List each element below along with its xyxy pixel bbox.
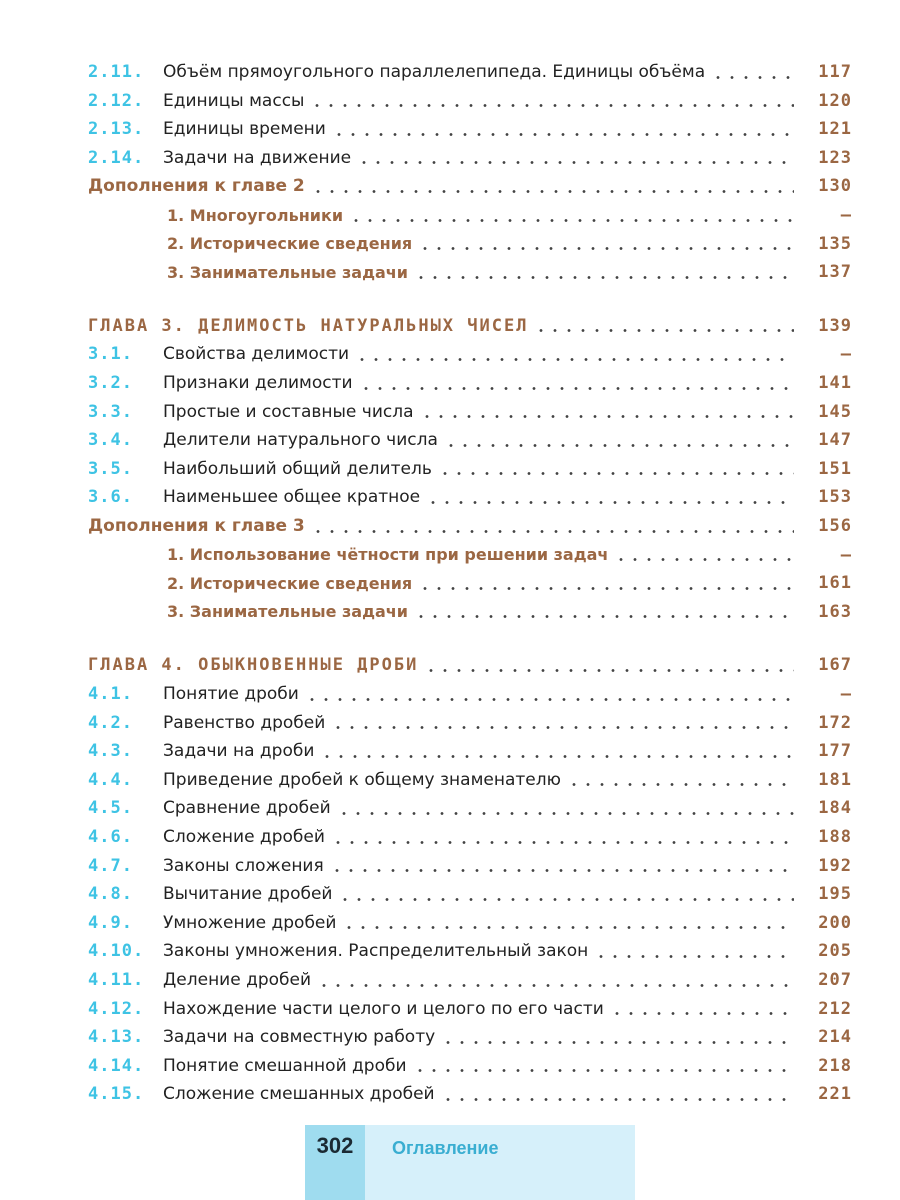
toc-section-row	[0, 1080, 900, 1108]
entry-title: 2. Исторические сведения	[167, 573, 413, 593]
entry-page-number: —	[840, 544, 852, 565]
toc-chapter-row	[0, 651, 900, 679]
toc-entry-line	[163, 995, 852, 1023]
dot-leader	[331, 841, 794, 844]
toc-entry-line	[163, 340, 852, 368]
entry-page-number: 161	[818, 573, 852, 594]
entry-page-number: —	[840, 684, 852, 704]
entry-title: Простые и составные числа	[163, 401, 414, 422]
entry-page-number: 137	[818, 262, 852, 283]
entry-page-number: 147	[818, 430, 852, 451]
toc-section-row	[0, 398, 900, 426]
section-number: 4.6.	[88, 827, 133, 847]
toc-section-row	[0, 369, 900, 397]
entry-page-number: 221	[818, 1084, 852, 1105]
section-number: 4.15.	[88, 1084, 145, 1105]
toc-entry-line	[163, 937, 852, 965]
section-number: 3.5.	[88, 458, 133, 479]
dot-leader	[338, 898, 794, 901]
entry-title: 1. Многоугольники	[167, 205, 344, 225]
section-number: 3.1.	[88, 344, 133, 365]
entry-title: Сравнение дробей	[163, 798, 331, 819]
toc-entry-line	[167, 598, 852, 626]
dot-leader	[332, 133, 794, 136]
toc-section-row	[0, 87, 900, 115]
dot-leader	[349, 219, 794, 222]
entry-title: 3. Занимательные задачи	[167, 262, 408, 282]
dot-leader	[355, 358, 794, 361]
dot-leader	[305, 698, 794, 701]
dot-leader	[413, 1069, 794, 1072]
toc-entry-line	[163, 966, 852, 994]
section-number: 4.5.	[88, 798, 133, 819]
dot-leader	[330, 869, 794, 872]
entry-page-number: 207	[818, 970, 852, 990]
section-number: 2.11.	[88, 62, 145, 82]
toc-supplement-item-row	[0, 598, 900, 626]
toc-supplement-item-row	[0, 569, 900, 597]
section-number: 4.12.	[88, 998, 145, 1019]
entry-page-number: 117	[818, 62, 852, 82]
toc-supplement-item-row	[0, 541, 900, 569]
entry-title: Делители натурального числа	[163, 430, 438, 451]
toc-section-row	[0, 483, 900, 511]
toc-entry-line	[163, 794, 852, 822]
dot-leader	[357, 161, 794, 164]
entry-page-number: 177	[818, 741, 852, 762]
dot-leader	[444, 444, 794, 447]
toc-section-row	[0, 995, 900, 1023]
dot-leader	[337, 812, 794, 815]
dot-leader	[614, 558, 794, 561]
toc-section-row	[0, 455, 900, 483]
toc-entry-line	[167, 569, 852, 597]
toc-section-row	[0, 115, 900, 143]
entry-page-number: 188	[818, 827, 852, 847]
entry-title: Законы умножения. Распределительный закон	[163, 941, 589, 962]
running-header-label: Оглавление	[392, 1138, 499, 1158]
dot-leader	[414, 276, 794, 279]
toc-entry-line	[167, 230, 852, 258]
entry-title: Законы сложения	[163, 855, 324, 876]
toc-section-row	[0, 880, 900, 908]
entry-page-number: 145	[818, 401, 852, 422]
toc-section-row	[0, 1052, 900, 1080]
toc-section-row	[0, 909, 900, 937]
toc-entry-line	[167, 258, 852, 286]
entry-page-number: 156	[818, 516, 852, 536]
section-number: 4.2.	[88, 712, 133, 733]
section-number: 3.3.	[88, 401, 133, 422]
page-number: 302	[316, 1133, 354, 1158]
entry-title: Равенство дробей	[163, 712, 326, 733]
section-number: 2.12.	[88, 90, 145, 111]
toc-entry-line	[163, 115, 852, 143]
dot-leader	[426, 501, 794, 504]
dot-leader	[311, 530, 794, 533]
dot-leader	[418, 247, 794, 250]
entry-title: Умножение дробей	[163, 912, 337, 933]
dot-leader	[610, 1012, 794, 1015]
toc-chapter-row	[0, 312, 900, 340]
entry-page-number: 121	[818, 119, 852, 140]
dot-leader	[342, 926, 794, 929]
entry-page-number: 167	[818, 655, 852, 676]
dot-leader	[414, 615, 794, 618]
toc-section-row	[0, 144, 900, 172]
toc-entry-line	[163, 455, 852, 483]
entry-page-number: 200	[818, 912, 852, 933]
entry-title: Единицы массы	[163, 90, 305, 111]
toc-entry-line	[88, 172, 852, 200]
entry-page-number: 135	[818, 233, 852, 254]
entry-page-number: 212	[818, 998, 852, 1019]
toc-supplement-item-row	[0, 230, 900, 258]
entry-title: 2. Исторические сведения	[167, 234, 413, 254]
dot-leader	[534, 329, 794, 332]
toc-entry-line	[163, 426, 852, 454]
entry-title: Признаки делимости	[163, 373, 353, 393]
toc-entry-line	[163, 87, 852, 115]
section-number: 4.14.	[88, 1055, 145, 1076]
entry-title: Сложение смешанных дробей	[163, 1084, 435, 1105]
toc-supplement-item-row	[0, 201, 900, 229]
dot-leader	[594, 955, 794, 958]
entry-title: Дополнения к главе 3	[88, 516, 305, 536]
section-number: 4.4.	[88, 769, 133, 790]
toc-entry-line	[163, 58, 852, 86]
dot-leader	[420, 415, 794, 418]
section-number: 4.11.	[88, 970, 145, 990]
toc-entry-line	[163, 398, 852, 426]
entry-title: 3. Занимательные задачи	[167, 602, 408, 622]
entry-page-number: 205	[818, 941, 852, 962]
section-number: 3.6.	[88, 487, 133, 508]
toc-entry-line	[163, 909, 852, 937]
entry-page-number: 141	[818, 373, 852, 393]
dot-leader	[438, 472, 794, 475]
dot-leader	[567, 783, 794, 786]
entry-page-number: 151	[818, 458, 852, 479]
toc-entry-line	[163, 880, 852, 908]
entry-title: Понятие дроби	[163, 684, 299, 704]
entry-page-number: 214	[818, 1027, 852, 1048]
entry-title: Объём прямоугольного параллелепипеда. Единицы объёма	[163, 62, 706, 82]
section-number: 2.13.	[88, 119, 145, 140]
toc-section-row	[0, 823, 900, 851]
toc-entry-line	[163, 766, 852, 794]
entry-title: Задачи на совместную работу	[163, 1027, 436, 1048]
toc-entry-line	[88, 312, 852, 340]
entry-page-number: —	[840, 344, 852, 365]
section-number: 3.2.	[88, 373, 133, 393]
entry-page-number: 218	[818, 1055, 852, 1076]
entry-title: Наименьшее общее кратное	[163, 487, 421, 508]
dot-leader	[311, 190, 794, 193]
entry-title: Единицы времени	[163, 119, 326, 140]
toc-entry-line	[167, 201, 852, 229]
dot-leader	[711, 76, 794, 79]
entry-title: Дополнения к главе 2	[88, 176, 305, 197]
dot-leader	[359, 387, 794, 390]
toc-section-row	[0, 737, 900, 765]
entry-title: Деление дробей	[163, 970, 312, 990]
entry-title: Задачи на движение	[163, 147, 352, 168]
dot-leader	[418, 587, 794, 590]
entry-page-number: 120	[818, 90, 852, 111]
toc-section-row	[0, 340, 900, 368]
entry-page-number: —	[840, 205, 852, 225]
toc-entry-line	[163, 1052, 852, 1080]
toc-section-row	[0, 937, 900, 965]
entry-page-number: 192	[818, 855, 852, 876]
section-number: 4.9.	[88, 912, 133, 933]
toc-supplement-item-row	[0, 258, 900, 286]
toc-entry-line	[163, 483, 852, 511]
dot-leader	[317, 984, 794, 987]
entry-title: Свойства делимости	[163, 344, 350, 365]
toc-section-row	[0, 58, 900, 86]
entry-title: Понятие смешанной дроби	[163, 1055, 407, 1076]
entry-page-number: 181	[818, 769, 852, 790]
entry-title: Приведение дробей к общему знаменателю	[163, 769, 561, 790]
entry-title: 1. Использование чётности при решении задач	[167, 545, 609, 565]
dot-leader	[310, 104, 794, 107]
section-number: 4.8.	[88, 884, 133, 905]
toc-section-row	[0, 426, 900, 454]
toc-supplement-row	[0, 172, 900, 200]
entry-page-number: 172	[818, 712, 852, 733]
section-number: 4.3.	[88, 741, 133, 762]
entry-page-number: 153	[818, 487, 852, 508]
toc-entry-line	[163, 1080, 852, 1108]
dot-leader	[331, 726, 794, 729]
entry-page-number: 163	[818, 601, 852, 622]
entry-title: ГЛАВА 3. ДЕЛИМОСТЬ НАТУРАЛЬНЫХ ЧИСЕЛ	[88, 315, 529, 336]
toc-entry-line	[163, 144, 852, 172]
toc-entry-line	[163, 823, 852, 851]
entry-page-number: 139	[818, 315, 852, 336]
entry-page-number: 195	[818, 884, 852, 905]
toc-entry-line	[163, 1023, 852, 1051]
toc-section-row	[0, 1023, 900, 1051]
toc-entry-line	[167, 541, 852, 569]
entry-title: Наибольший общий делитель	[163, 458, 432, 479]
toc-entry-line	[163, 852, 852, 880]
section-number: 3.4.	[88, 430, 133, 451]
toc-section-row	[0, 766, 900, 794]
toc-section-row	[0, 852, 900, 880]
toc-entry-line	[88, 512, 852, 540]
entry-title: Сложение дробей	[163, 827, 325, 847]
entry-title: Нахождение части целого и целого по его части	[163, 998, 604, 1019]
toc-entry-line	[163, 680, 852, 708]
toc-entry-line	[163, 369, 852, 397]
entry-page-number: 184	[818, 798, 852, 819]
entry-title: Задачи на дроби	[163, 741, 315, 762]
dot-leader	[320, 755, 794, 758]
entry-title: ГЛАВА 4. ОБЫКНОВЕННЫЕ ДРОБИ	[88, 655, 419, 676]
toc-entry-line	[163, 709, 852, 737]
toc-section-row	[0, 966, 900, 994]
toc-section-row	[0, 709, 900, 737]
section-number: 2.14.	[88, 147, 145, 168]
entry-page-number: 130	[818, 176, 852, 197]
dot-leader	[424, 669, 794, 672]
section-number: 4.10.	[88, 941, 145, 962]
toc-supplement-row	[0, 512, 900, 540]
dot-leader	[441, 1041, 794, 1044]
toc-entry-line	[88, 651, 852, 679]
entry-title: Вычитание дробей	[163, 884, 333, 905]
section-number: 4.13.	[88, 1027, 145, 1048]
toc-section-row	[0, 794, 900, 822]
section-number: 4.1.	[88, 684, 133, 704]
entry-page-number: 123	[818, 147, 852, 168]
toc-section-row	[0, 680, 900, 708]
toc-entry-line	[163, 737, 852, 765]
section-number: 4.7.	[88, 855, 133, 876]
dot-leader	[441, 1098, 794, 1101]
